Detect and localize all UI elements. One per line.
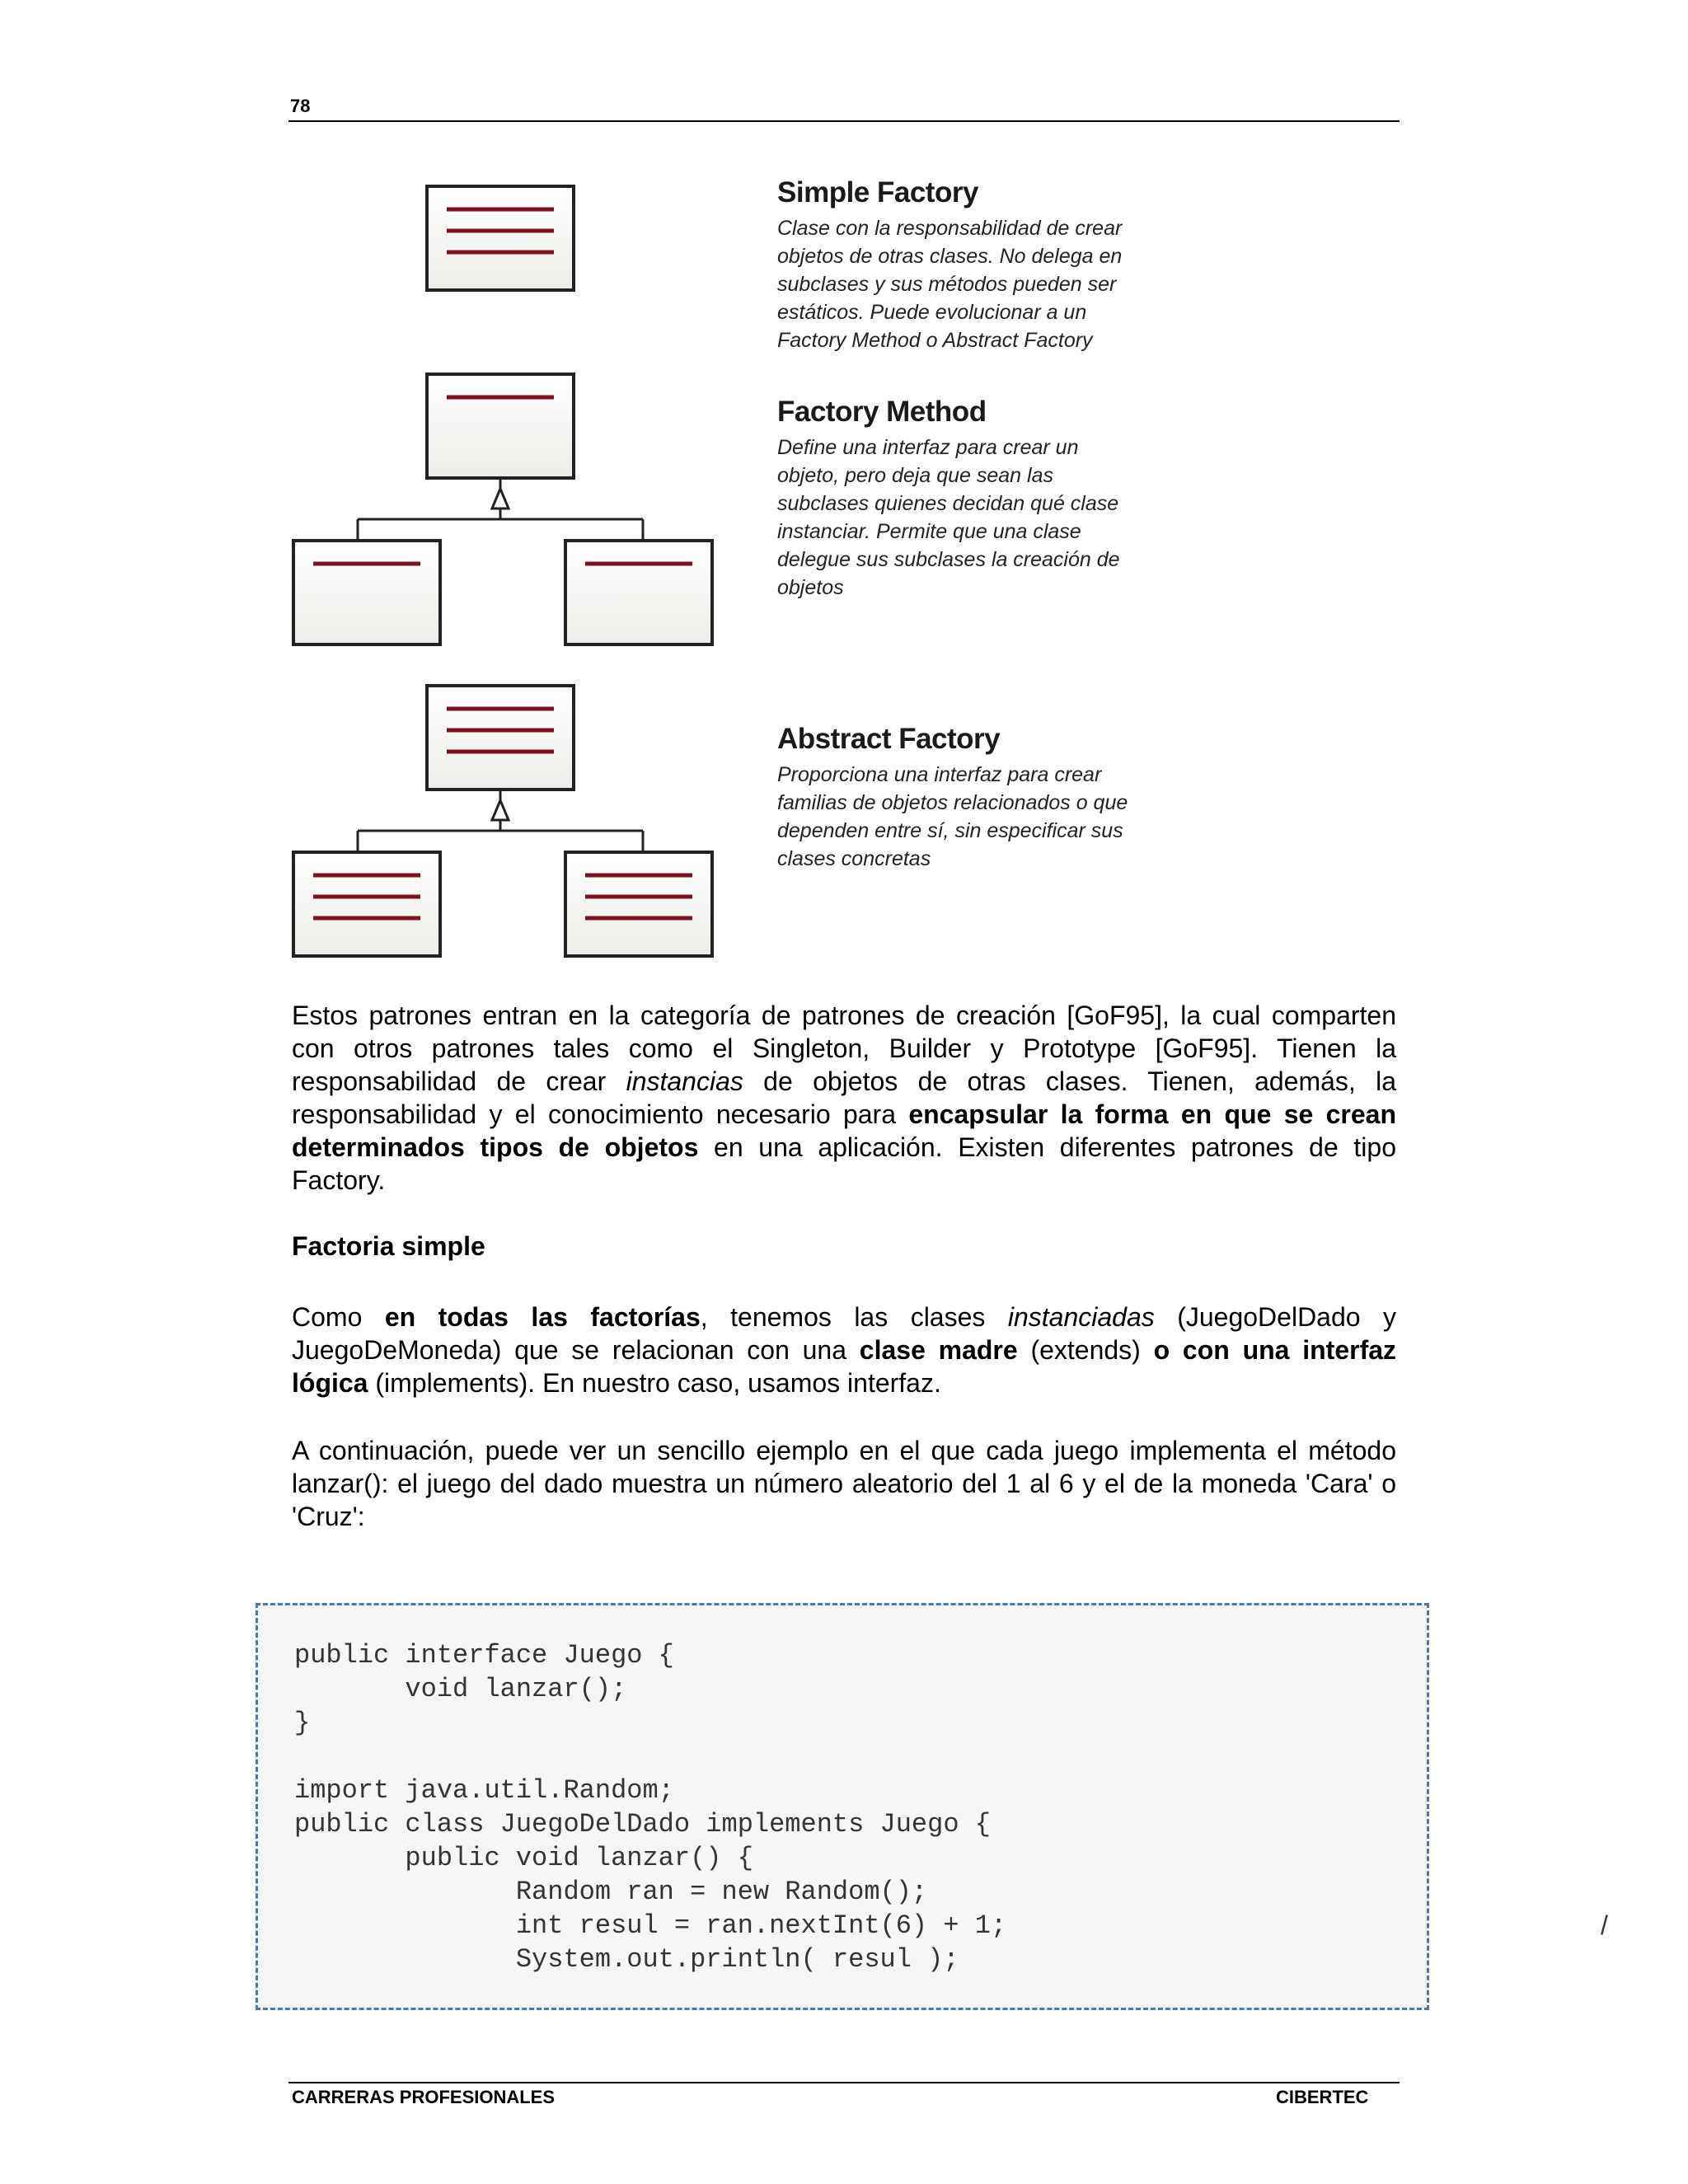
text-run: (JuegoDelDado y JuegoDeMoneda) que se relacionan con una xyxy=(292,1302,1397,1365)
italic-run: instanciadas xyxy=(1007,1302,1155,1332)
simple-factory-class-icon xyxy=(427,186,574,290)
bold-run: encapsular la forma en que se crean determinados tipos de objetos xyxy=(292,1099,1396,1162)
pattern-title: Simple Factory xyxy=(777,176,978,209)
code-line: import java.util.Random; xyxy=(294,1775,674,1806)
pattern-description: Clase con la responsabilidad de crear objetos de otras clases. No delega en subclases y sus métodos pueden ser estáticos. Puede evolucionar a un Factory Method o Abstract Factory xyxy=(777,217,1123,352)
pattern-title: Abstract Factory xyxy=(777,723,1001,755)
pattern-description: Define una interfaz para crear un objeto, pero deja que sean las subclases quienes decidan qué clase instanciar. Permite que una clase delegue sus subclases la creación de objetos xyxy=(777,436,1120,599)
bold-run: en todas las factorías xyxy=(384,1302,701,1332)
pattern-description: Proporciona una interfaz para crear familias de objetos relacionados o que dependen entre sí, sin especificar sus clases concretas xyxy=(777,763,1128,870)
text-run: (extends) xyxy=(1017,1335,1154,1365)
footer-left-label: CARRERAS PROFESIONALES xyxy=(292,2087,556,2107)
text-run: (implements). En nuestro caso, usamos interfaz. xyxy=(368,1368,941,1398)
simple-factory-paragraph xyxy=(292,1301,1396,1399)
italic-run: instancias xyxy=(626,1066,743,1096)
code-line: public void lanzar() { xyxy=(294,1843,753,1873)
factory-method-child-class-right-icon xyxy=(565,541,712,644)
page-number: 78 xyxy=(290,96,311,116)
code-block xyxy=(256,1603,1429,2010)
header-rule xyxy=(288,120,1400,122)
uml-diagrams xyxy=(288,173,717,964)
code-line: public class JuegoDelDado implements Juego { xyxy=(294,1809,991,1840)
section-title: Factoria simple xyxy=(292,1231,485,1261)
code-line: Random ran = new Random(); xyxy=(294,1877,928,1907)
example-intro-paragraph: A continuación, puede ver un sencillo ejemplo en el que cada juego implementa el método lanzar(): el juego del dado muestra un número aleatorio del 1 al 6 y el de la moneda 'Cara' o 'Cruz': xyxy=(292,1436,1396,1531)
factory-method-description-block xyxy=(777,396,1140,602)
code-line: int resul = ran.nextInt(6) + 1; xyxy=(294,1910,1007,1941)
intro-paragraph xyxy=(292,999,1396,1197)
text-run: de objetos de otras clases. Tienen, además, la responsabilidad y el conocimiento necesario para xyxy=(292,1066,1397,1129)
text-run: , tenemos las clases xyxy=(700,1302,1008,1332)
code-line: void lanzar(); xyxy=(294,1674,627,1704)
bold-run: clase madre xyxy=(859,1335,1018,1365)
factory-method-child-class-left-icon xyxy=(293,541,440,644)
simple-factory-description-block xyxy=(777,176,1140,354)
factory-method-parent-class-icon xyxy=(427,374,574,478)
abstract-factory-child-class-right-icon xyxy=(565,852,712,956)
code-line: } xyxy=(294,1708,311,1738)
pattern-title: Factory Method xyxy=(777,396,987,428)
abstract-factory-parent-class-icon xyxy=(427,686,574,790)
stray-mark: / xyxy=(1601,1910,1608,1940)
abstract-factory-inheritance-icon xyxy=(358,790,643,852)
bold-run: o con una interfaz lógica xyxy=(292,1335,1397,1398)
abstract-factory-description-block xyxy=(777,723,1140,873)
abstract-factory-child-class-left-icon xyxy=(293,852,440,956)
uml-diagram-svg xyxy=(288,173,717,964)
text-run: Estos patrones entran en la categoría de patrones de creación [GoF95], la cual comparten con otros patrones tales como el Singleton, Builder y Prototype [GoF95]. Tienen la responsabilidad de crear xyxy=(292,1001,1396,1096)
text-run: en una aplicación. Existen diferentes patrones de tipo Factory. xyxy=(292,1132,1397,1195)
text-run: Como xyxy=(292,1302,385,1332)
footer-rule xyxy=(288,2082,1400,2083)
factory-method-inheritance-icon xyxy=(358,478,643,541)
code-line: System.out.println( resul ); xyxy=(294,1944,959,1975)
code-line: public interface Juego { xyxy=(294,1640,674,1671)
footer-right-label: CIBERTEC xyxy=(1276,2087,1369,2107)
